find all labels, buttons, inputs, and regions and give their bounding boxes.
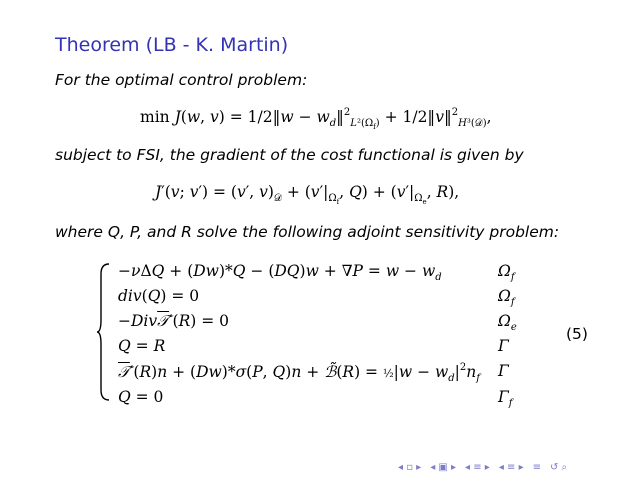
nav-next-icon[interactable]: ◂ ≡ ▸ xyxy=(465,461,490,473)
gradient-equation: J′(v; v′) = (v′, $v)_𝒟 + (v'|_{\Omega_f}$, $Q) + (v'|_{\Omega_e}$, R), xyxy=(155,183,460,206)
system-row-1: $-\nu\Delta Q + (Dw)*Q - (DQ)w + \nabla P = w - w_d$ xyxy=(118,262,442,283)
system-domain-1: $\Omega_f$ xyxy=(498,262,515,283)
align-icon[interactable]: ≡ xyxy=(532,461,541,473)
nav-first-icon[interactable]: ◂ ▫ ▸ xyxy=(398,461,422,473)
system-row-3: −Div𝒯′(R) = 0 xyxy=(118,312,230,330)
search-icon[interactable]: ↺ ⌕ xyxy=(550,461,568,473)
system-row-2: div(Q) = 0 xyxy=(118,287,200,305)
fsi-text: subject to FSI, the gradient of the cost functional is given by xyxy=(55,146,524,164)
equation-number: (5) xyxy=(566,325,588,343)
intro-text: For the optimal control problem: xyxy=(55,71,308,89)
beamer-nav-bar xyxy=(398,460,567,474)
nav-last-icon[interactable]: ◂ ≡ ▸ xyxy=(498,461,524,473)
objective-equation: min J(w, v) = 1/2‖w − $w_d‖^2_{L^2(\Omega_f)}$ + 1/2‖v‖$^2_{H^3(𝒟)}$, xyxy=(140,107,492,131)
system-brace xyxy=(97,262,111,402)
system-row-5: 𝒯′(R)n + (Dw)*σ(P, Q)n + ℬ̃(R) = ½|w − $w_d|^2n_f$ xyxy=(118,362,480,384)
system-domain-6: $\Gamma_f$ xyxy=(498,388,513,409)
system-domain-2: $\Omega_f$ xyxy=(498,287,515,308)
system-row-4: Q = R xyxy=(118,337,166,355)
system-row-6: Q = 0 xyxy=(118,388,164,406)
nav-prev-icon[interactable]: ◂ ▣ ▸ xyxy=(430,461,457,473)
system-domain-5: Γ xyxy=(498,362,509,380)
system-domain-3: $\Omega_e$ xyxy=(498,312,517,333)
adjoint-text: where Q, P, and R solve the following adjoint sensitivity problem: xyxy=(55,223,560,241)
slide-title: Theorem (LB - K. Martin) xyxy=(55,34,289,56)
system-domain-4: Γ xyxy=(498,337,509,355)
